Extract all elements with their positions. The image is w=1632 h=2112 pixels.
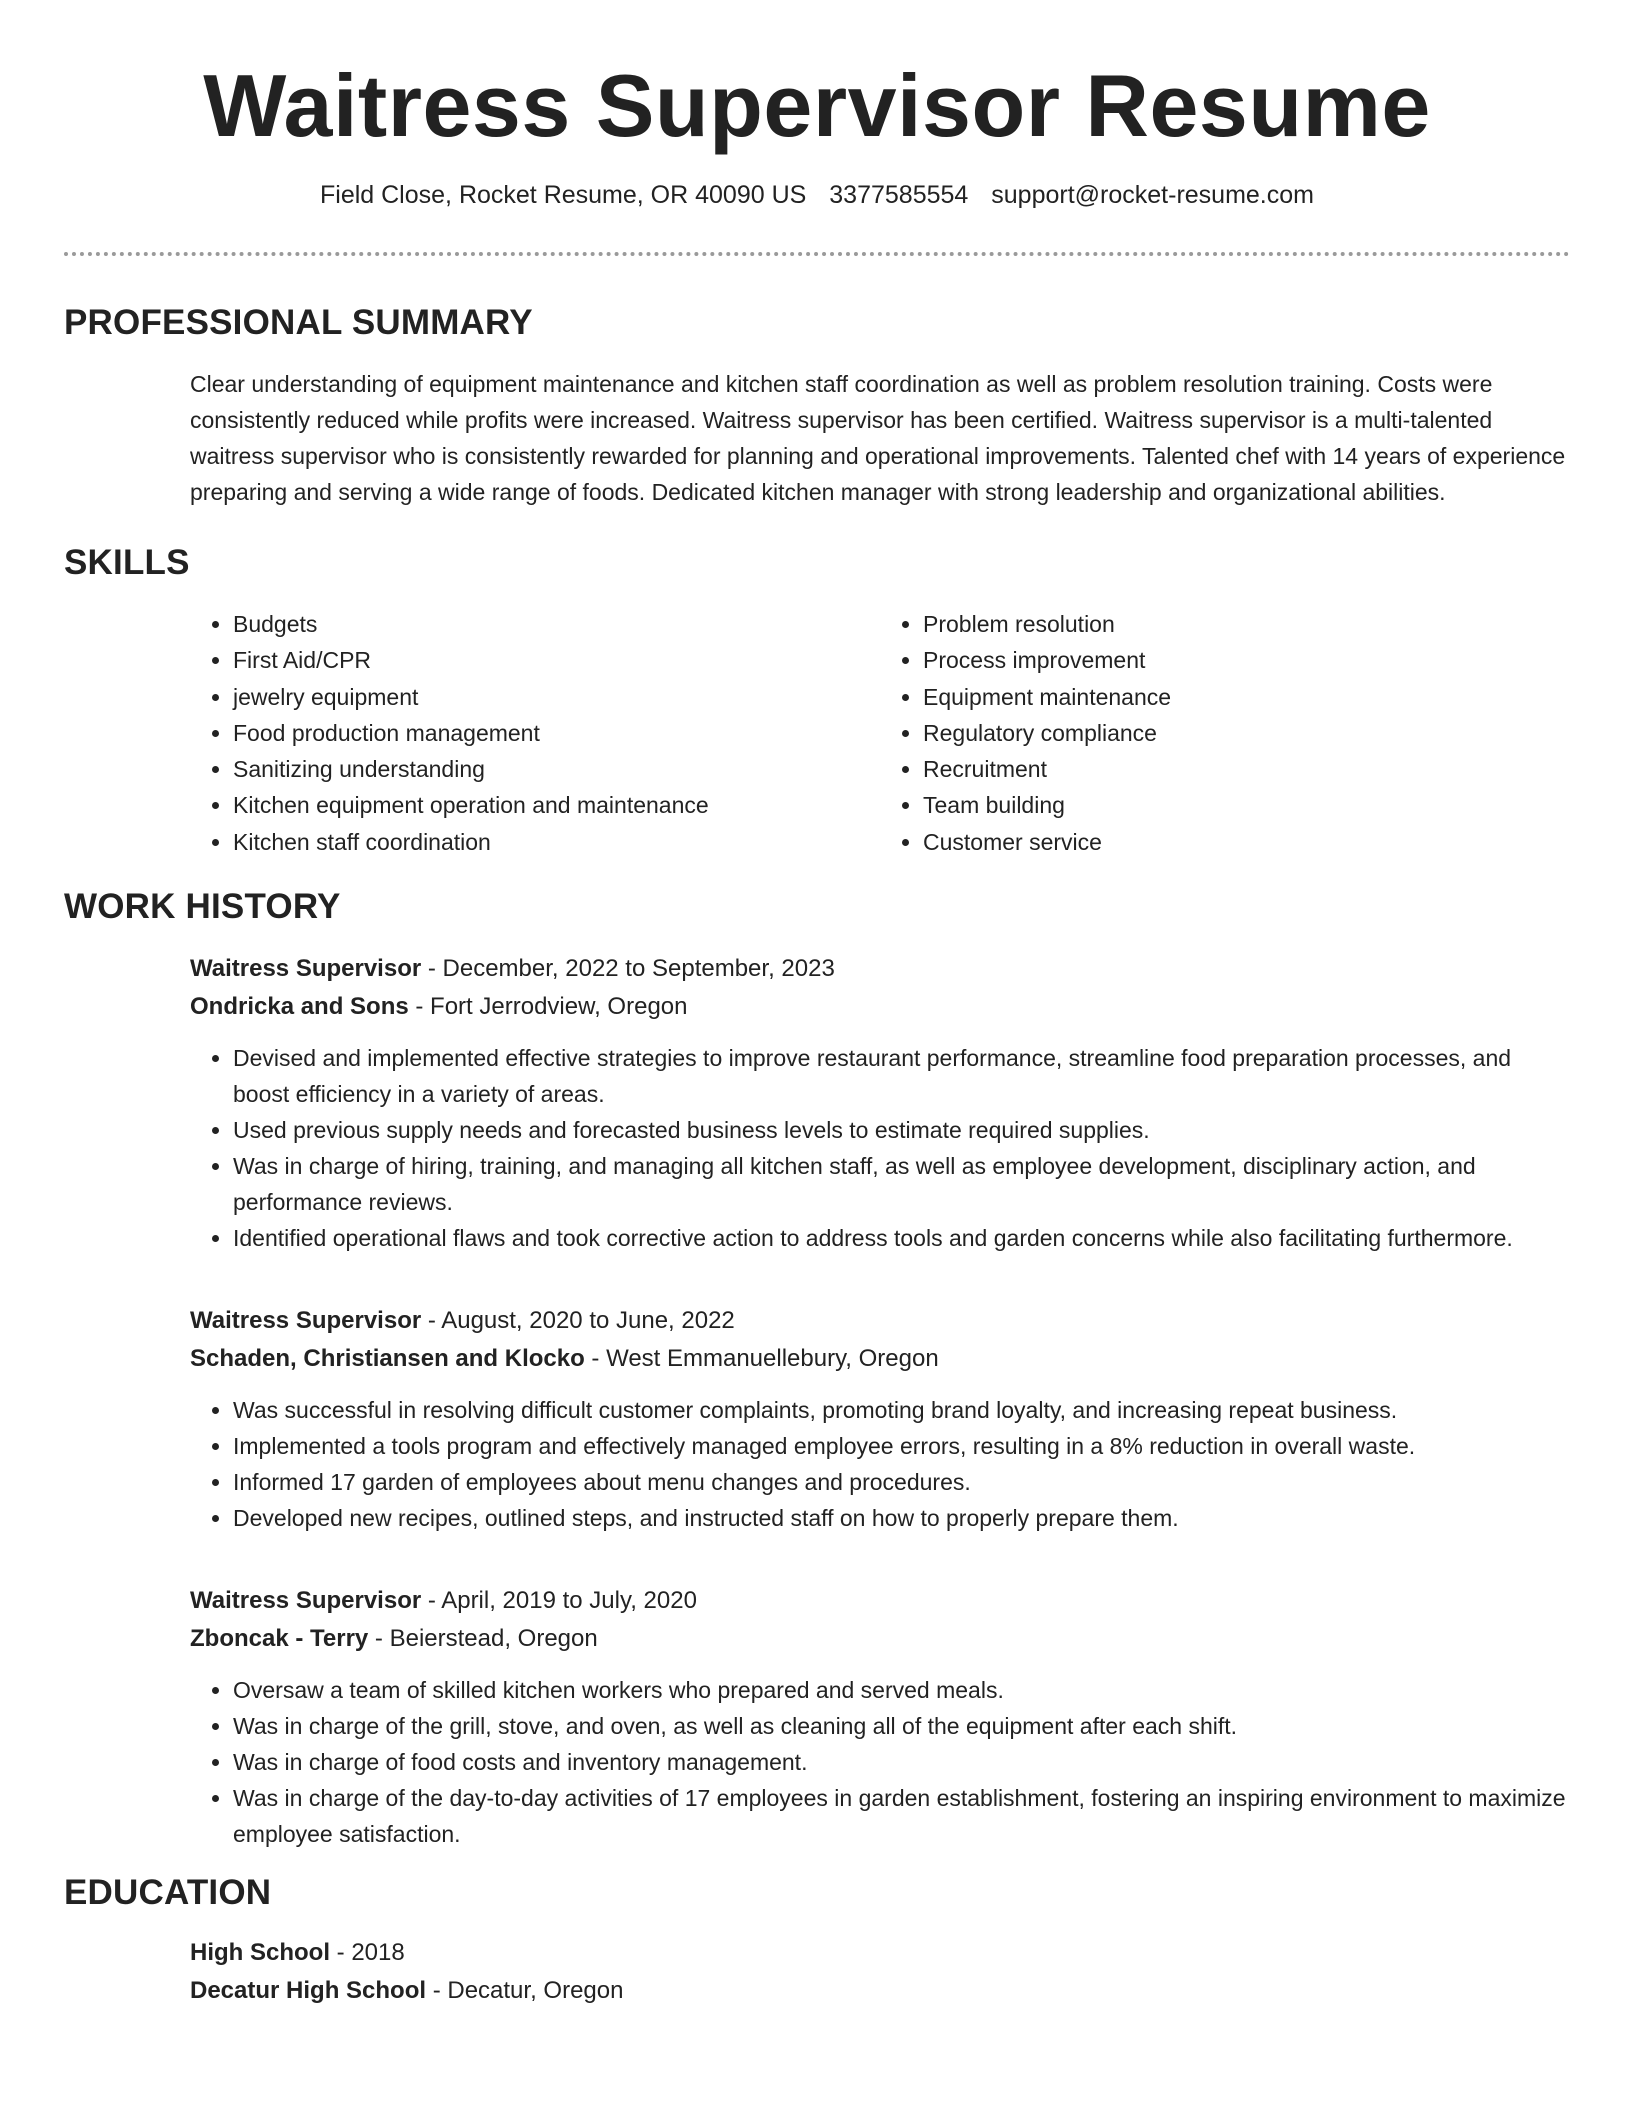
skills-heading: SKILLS bbox=[64, 543, 190, 582]
skills-column-left bbox=[190, 606, 880, 860]
job-company: Zboncak - Terry bbox=[190, 1625, 369, 1653]
job-company-line bbox=[190, 1340, 1570, 1378]
job-title-line bbox=[190, 1582, 1570, 1620]
skill-item: • Customer service bbox=[923, 824, 1570, 860]
skill-item: • Food production management bbox=[233, 715, 880, 751]
skill-item: • Team building bbox=[923, 787, 1570, 823]
job-company: Ondricka and Sons bbox=[190, 993, 409, 1021]
job-title: Waitress Supervisor bbox=[190, 955, 422, 983]
job-location: - Fort Jerrodview, Oregon bbox=[408, 993, 688, 1021]
job-entry bbox=[190, 1582, 1570, 1852]
skill-item: • jewelry equipment bbox=[233, 679, 880, 715]
job-bullet: • Identified operational flaws and took corrective action to address tools and garden concerns while also facilitating furthermore. bbox=[233, 1220, 1570, 1256]
skill-item: • Recruitment bbox=[923, 751, 1570, 787]
work-history-heading: WORK HISTORY bbox=[64, 887, 341, 927]
skill-item: • Kitchen equipment operation and maintenance bbox=[233, 787, 880, 823]
skills-list bbox=[190, 606, 1570, 860]
education-school: Decatur High School bbox=[190, 1977, 427, 2005]
education-degree: High School bbox=[190, 1939, 330, 1967]
contact-line bbox=[64, 178, 1570, 212]
job-company-line bbox=[190, 988, 1570, 1026]
education-school-line bbox=[190, 1972, 1570, 2010]
contact-phone: 3377585554 bbox=[829, 181, 969, 209]
job-bullet: • Used previous supply needs and forecasted business levels to estimate required supplies. bbox=[233, 1112, 1570, 1148]
job-title: Waitress Supervisor bbox=[190, 1307, 422, 1335]
job-bullet: • Was successful in resolving difficult customer complaints, promoting brand loyalty, and increasing repeat business. bbox=[233, 1392, 1570, 1428]
contact-email: support@rocket-resume.com bbox=[991, 181, 1314, 209]
summary-heading: PROFESSIONAL SUMMARY bbox=[64, 303, 533, 342]
education-entry bbox=[190, 1934, 1570, 2010]
job-dates: - December, 2022 to September, 2023 bbox=[421, 955, 835, 983]
header-divider bbox=[64, 252, 1570, 256]
skill-item: • Budgets bbox=[233, 606, 880, 642]
job-company-line bbox=[190, 1620, 1570, 1658]
job-entry bbox=[190, 1302, 1570, 1536]
job-title-line bbox=[190, 1302, 1570, 1340]
job-bullets bbox=[190, 1672, 1570, 1852]
job-bullets bbox=[190, 1040, 1570, 1256]
job-bullet: • Informed 17 garden of employees about menu changes and procedures. bbox=[233, 1464, 1570, 1500]
skill-item: • Regulatory compliance bbox=[923, 715, 1570, 751]
job-bullet: • Was in charge of the grill, stove, and oven, as well as cleaning all of the equipment after each shift. bbox=[233, 1708, 1570, 1744]
skill-item: • Sanitizing understanding bbox=[233, 751, 880, 787]
skill-item: • First Aid/CPR bbox=[233, 642, 880, 678]
job-location: - West Emmanuellebury, Oregon bbox=[584, 1345, 939, 1373]
job-bullet: • Was in charge of food costs and inventory management. bbox=[233, 1744, 1570, 1780]
resume-title: Waitress Supervisor Resume bbox=[203, 56, 1431, 155]
education-year: - 2018 bbox=[330, 1939, 405, 1967]
resume-page bbox=[64, 0, 1570, 2010]
job-bullet: • Was in charge of hiring, training, and managing all kitchen staff, as well as employee development, disciplinary action, and performance reviews. bbox=[233, 1148, 1570, 1220]
job-bullet: • Devised and implemented effective strategies to improve restaurant performance, streamline food preparation processes, and boost efficiency in a variety of areas. bbox=[233, 1040, 1570, 1112]
contact-address: Field Close, Rocket Resume, OR 40090 US bbox=[320, 181, 807, 209]
job-dates: - August, 2020 to June, 2022 bbox=[421, 1307, 735, 1335]
job-title-line bbox=[190, 950, 1570, 988]
summary-text: Clear understanding of equipment maintenance and kitchen staff coordination as well as problem resolution training. Costs were consistently reduced while profits were increased. Waitress supervisor has been certified. Waitress supervisor is a multi-talented waitress supervisor who is consistently rewarded for planning and operational improvements. Talented chef with 14 years of experience preparing and serving a wide range of foods. Dedicated kitchen manager with strong leadership and organizational abilities. bbox=[190, 371, 1566, 505]
skill-item: • Equipment maintenance bbox=[923, 679, 1570, 715]
skill-item: • Problem resolution bbox=[923, 606, 1570, 642]
job-bullet: • Implemented a tools program and effectively managed employee errors, resulting in a 8% reduction in overall waste. bbox=[233, 1428, 1570, 1464]
education-heading: EDUCATION bbox=[64, 1873, 272, 1913]
job-bullets bbox=[190, 1392, 1570, 1536]
education-degree-line bbox=[190, 1934, 1570, 1972]
job-dates: - April, 2019 to July, 2020 bbox=[421, 1587, 697, 1615]
job-title: Waitress Supervisor bbox=[190, 1587, 422, 1615]
job-company: Schaden, Christiansen and Klocko bbox=[190, 1345, 585, 1373]
skill-item: • Process improvement bbox=[923, 642, 1570, 678]
job-bullet: • Was in charge of the day-to-day activities of 17 employees in garden establishment, fostering an inspiring environment to maximize employee satisfaction. bbox=[233, 1780, 1570, 1852]
skill-item: • Kitchen staff coordination bbox=[233, 824, 880, 860]
education-location: - Decatur, Oregon bbox=[426, 1977, 624, 2005]
skills-column-right bbox=[880, 606, 1570, 860]
job-entry bbox=[190, 950, 1570, 1256]
job-location: - Beierstead, Oregon bbox=[368, 1625, 598, 1653]
job-bullet: • Oversaw a team of skilled kitchen workers who prepared and served meals. bbox=[233, 1672, 1570, 1708]
job-bullet: • Developed new recipes, outlined steps, and instructed staff on how to properly prepare them. bbox=[233, 1500, 1570, 1536]
